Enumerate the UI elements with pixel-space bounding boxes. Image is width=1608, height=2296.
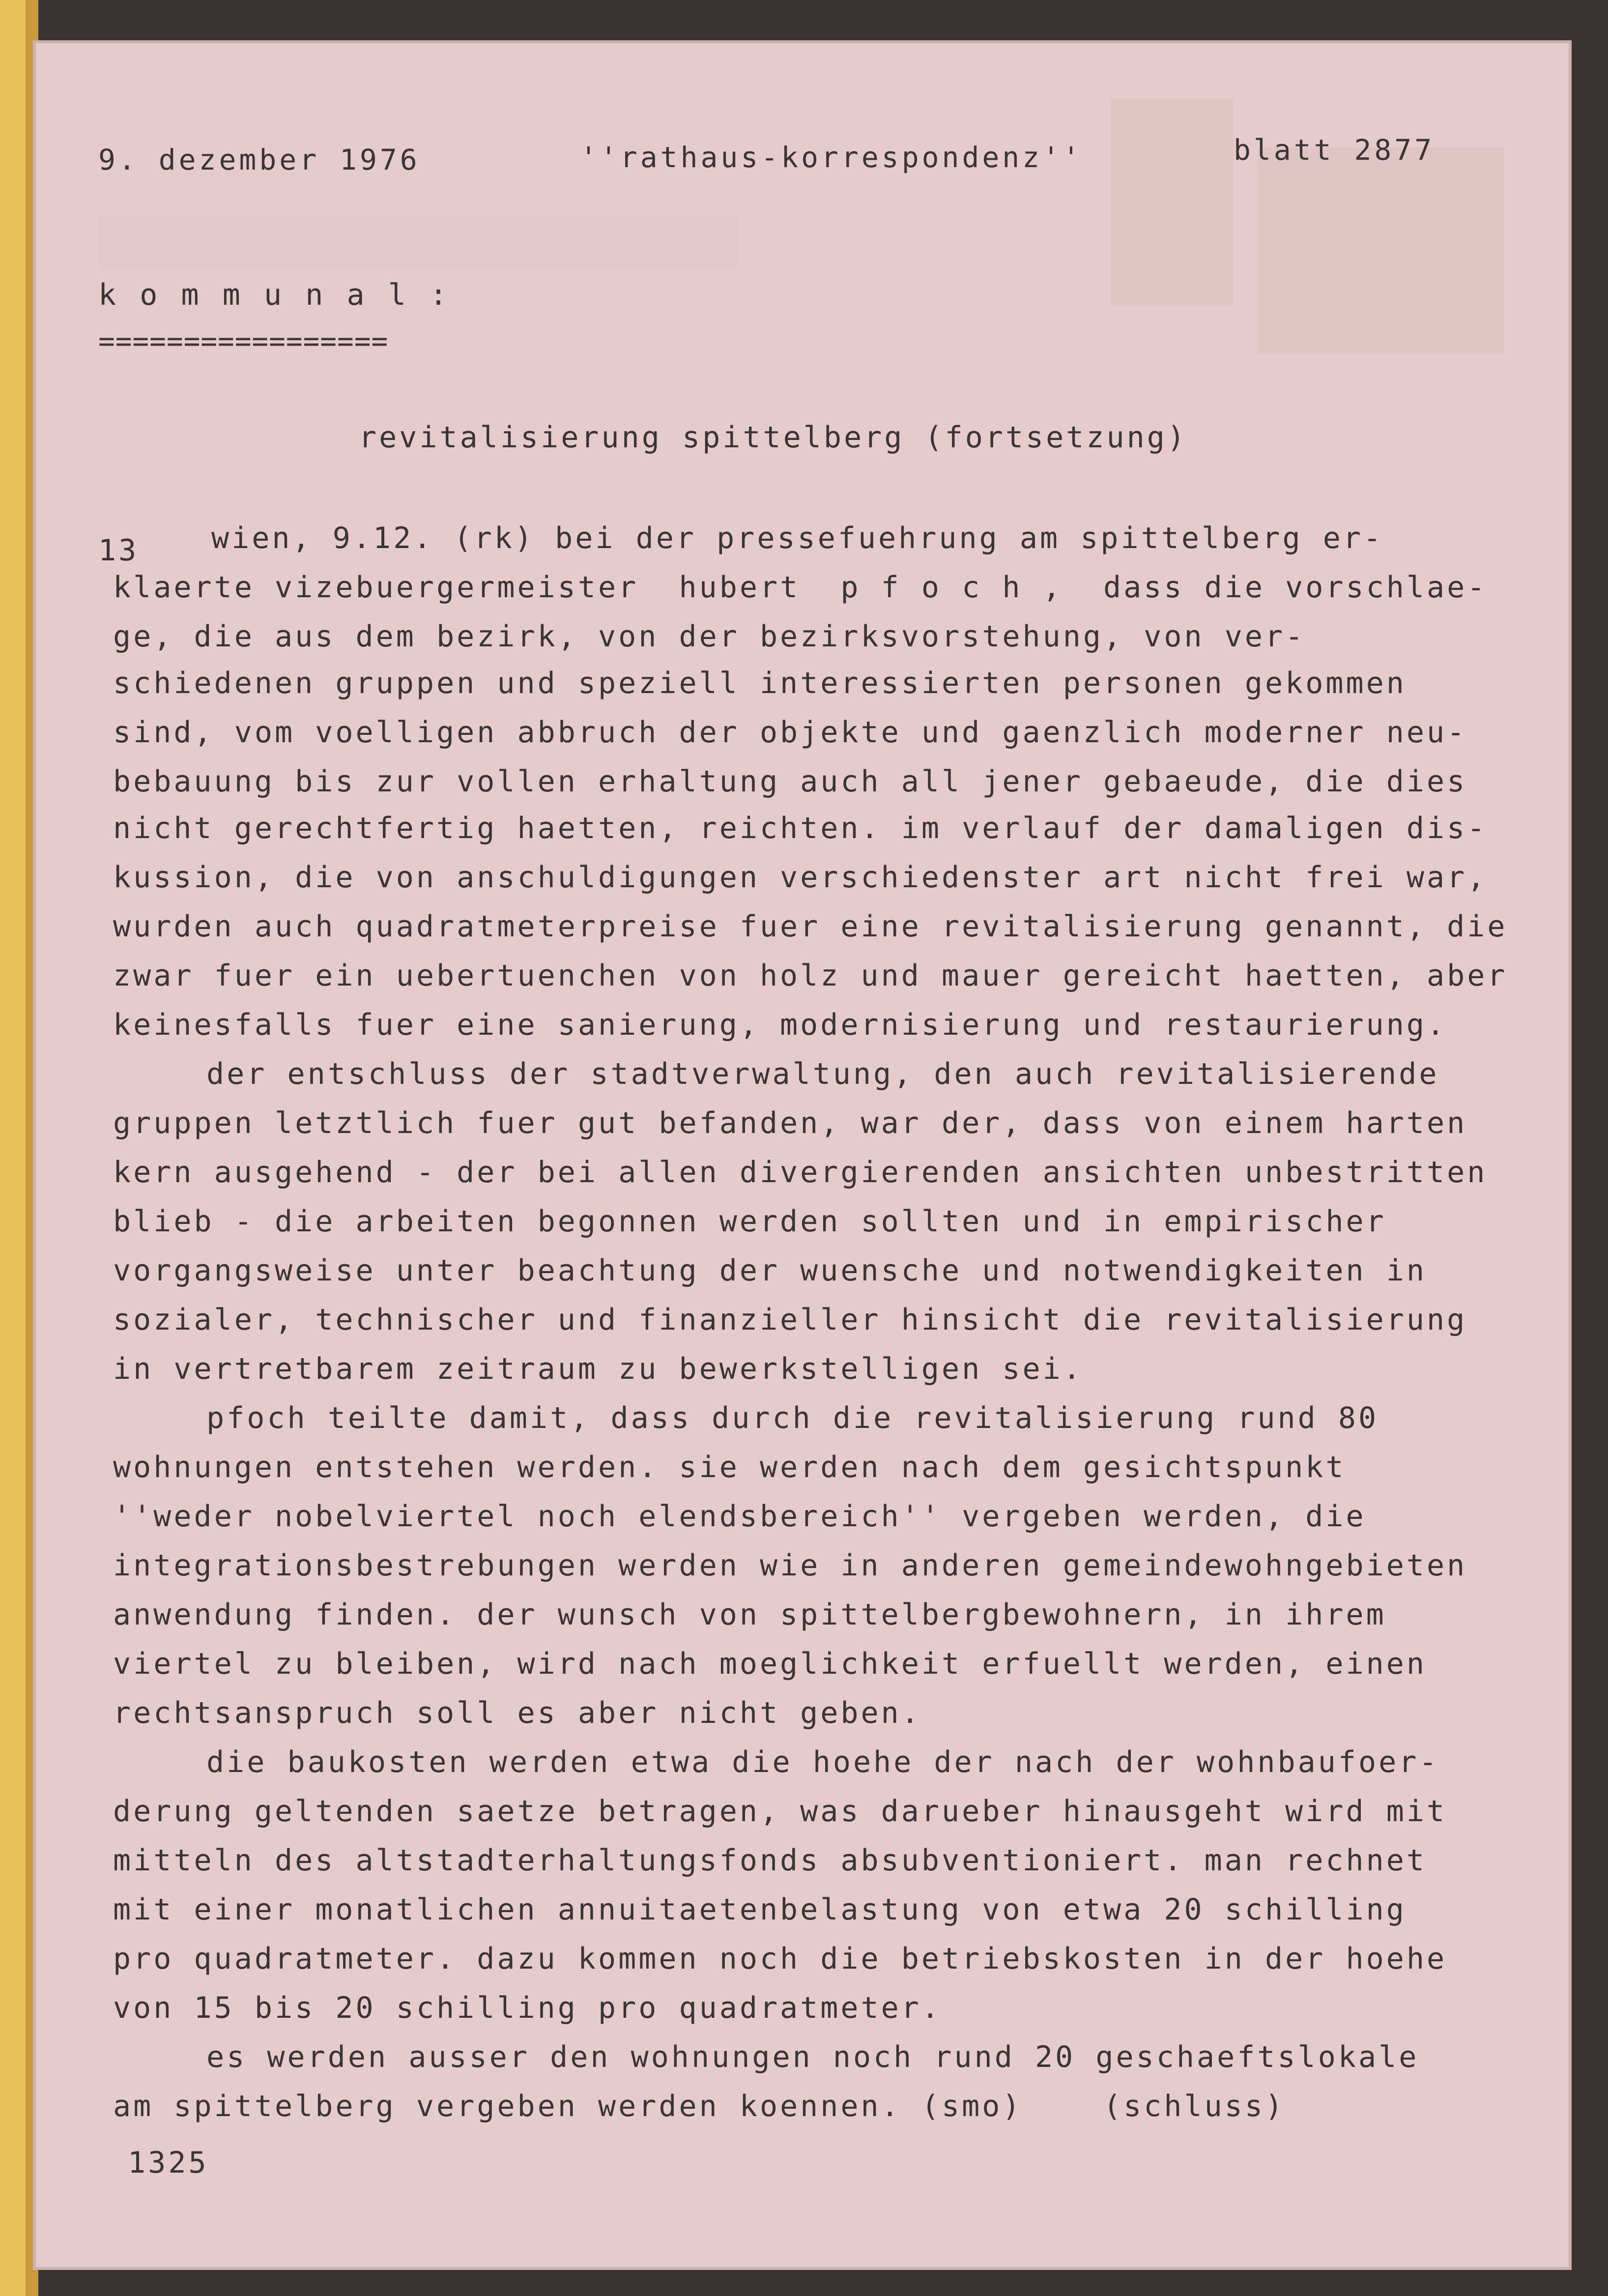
body-line: viertel zu bleiben, wird nach moeglichkeit erfuellt werden, einen [113, 1647, 1427, 1681]
body-line: zwar fuer ein uebertuenchen von holz und mauer gereicht haetten, aber [113, 959, 1508, 993]
body-line: in vertretbarem zeitraum zu bewerkstelligen sei. [113, 1352, 1083, 1386]
body-line: die baukosten werden etwa die hoehe der nach der wohnbaufoer- [206, 1745, 1439, 1779]
body-line: ge, die aus dem bezirk, von der bezirksvorstehung, von ver- [113, 619, 1306, 654]
body-line: wien, 9.12. (rk) bei der pressefuehrung am spittelberg er- [211, 521, 1384, 555]
header-publication: ''rathaus-korrespondenz'' [580, 141, 1083, 174]
body-line: kussion, die von anschuldigungen verschiedenster art nicht frei war, [113, 860, 1488, 895]
body-line: sind, vom voelligen abbruch der objekte und gaenzlich moderner neu- [113, 715, 1467, 750]
body-line: derung geltenden saetze betragen, was darueber hinausgeht wird mit [113, 1794, 1447, 1829]
body-line: von 15 bis 20 schilling pro quadratmeter. [113, 1991, 942, 2025]
body-line: mitteln des altstadterhaltungsfonds absubventioniert. man rechnet [113, 1843, 1427, 1878]
header-date: 9. dezember 1976 [98, 143, 420, 176]
body-line: blieb - die arbeiten begonnen werden sollten und in empirischer [113, 1204, 1386, 1239]
body-line: kern ausgehend - der bei allen divergierenden ansichten unbestritten [113, 1155, 1488, 1190]
article-number: 13 [98, 533, 139, 568]
footer-number: 1325 [128, 2146, 209, 2180]
body-line: mit einer monatlichen annuitaetenbelastung von etwa 20 schilling [113, 1892, 1407, 1927]
body-line: der entschluss der stadtverwaltung, den auch revitalisierende [206, 1057, 1439, 1091]
body-line: keinesfalls fuer eine sanierung, modernisierung und restaurierung. [113, 1008, 1447, 1042]
body-line: rechtsanspruch soll es aber nicht geben. [113, 1696, 921, 1730]
body-line: am spittelberg vergeben werden koennen. (smo) (schluss) [113, 2089, 1286, 2123]
body-line: klaerte vizebuergermeister hubert p f o c h , dass die vorschlae- [113, 570, 1488, 605]
document-page [34, 42, 1570, 2268]
article-title: revitalisierung spittelberg (fortsetzung) [359, 420, 1188, 455]
body-line: integrationsbestrebungen werden wie in anderen gemeindewohngebieten [113, 1548, 1467, 1583]
body-line: wohnungen entstehen werden. sie werden nach dem gesichtspunkt [113, 1450, 1346, 1484]
body-line: anwendung finden. der wunsch von spittelbergbewohnern, in ihrem [113, 1598, 1386, 1632]
body-line: sozialer, technischer und finanzieller hinsicht die revitalisierung [113, 1303, 1467, 1337]
body-line: vorgangsweise unter beachtung der wuensche und notwendigkeiten in [113, 1253, 1427, 1288]
body-line: wurden auch quadratmeterpreise fuer eine revitalisierung genannt, die [113, 909, 1508, 944]
body-line: gruppen letztlich fuer gut befanden, war der, dass von einem harten [113, 1106, 1467, 1140]
body-line: bebauung bis zur vollen erhaltung auch all jener gebaeude, die dies [113, 764, 1467, 799]
body-line: schiedenen gruppen und speziell interessierten personen gekommen [113, 666, 1407, 700]
body-line: es werden ausser den wohnungen noch rund 20 geschaeftslokale [206, 2040, 1419, 2074]
section-label: k o m m u n a l : [98, 278, 451, 312]
body-line: nicht gerechtfertig haetten, reichten. im verlauf der damaligen dis- [113, 811, 1488, 845]
section-underline: ================= [98, 325, 389, 357]
body-line: ''weder nobelviertel noch elendsbereich'' vergeben werden, die [113, 1499, 1366, 1534]
body-line: pfoch teilte damit, dass durch die revitalisierung rund 80 [206, 1401, 1379, 1435]
header-sheet-number: blatt 2877 [1234, 133, 1435, 167]
body-line: pro quadratmeter. dazu kommen noch die betriebskosten in der hoehe [113, 1942, 1447, 1976]
